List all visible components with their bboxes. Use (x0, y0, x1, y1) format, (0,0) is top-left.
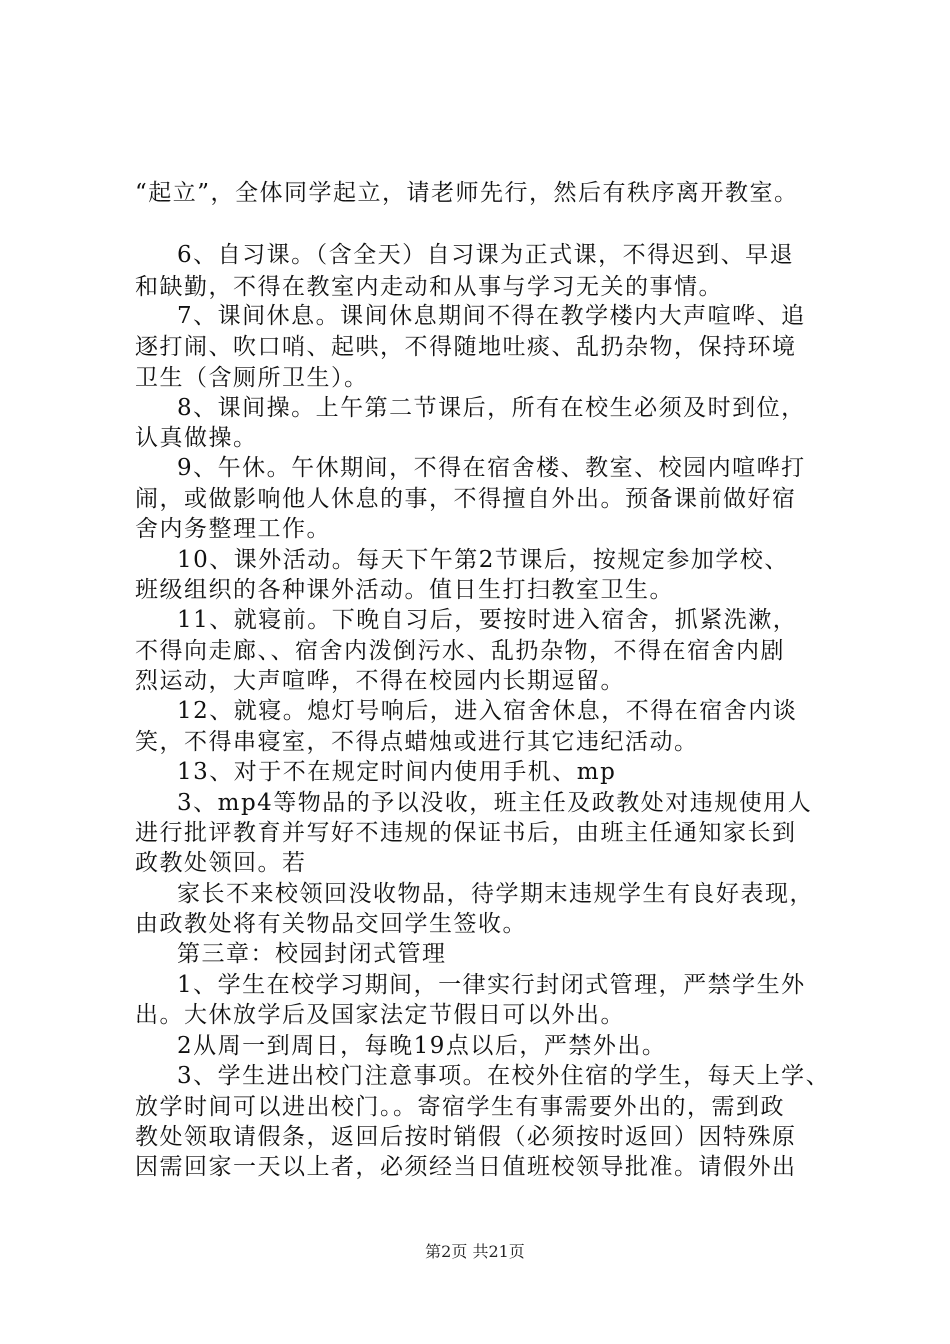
text-line: 笑，不得串寝室，不得点蜡烛或进行其它违纪活动。 (135, 729, 699, 755)
text-line: 教处领取请假条，返回后按时销假（必须按时返回）因特殊原 (135, 1124, 797, 1150)
text-line: 认真做操。 (135, 425, 258, 451)
text-line: 1、学生在校学习期间，一律实行封闭式管理，严禁学生外 (177, 972, 806, 998)
text-line: 12、就寝。熄灯号响后，进入宿舍休息，不得在宿舍内谈 (177, 698, 798, 724)
text-line: 11、就寝前。下晚自习后，要按时进入宿舍，抓紧洗漱， (177, 607, 798, 633)
section-heading: 第三章：校园封闭式管理 (177, 941, 447, 967)
text-line: 家长不来校领回没收物品，待学期末违规学生有良好表现， (177, 881, 814, 907)
text-line: 不得向走廊、、宿舍内泼倒污水、乱扔杂物，不得在宿舍内剧 (135, 638, 785, 664)
page-number-footer: 第2页 共21页 (425, 1242, 525, 1261)
text-line: 10、课外活动。每天下午第2节课后，按规定参加学校、 (177, 547, 789, 573)
text-line: “起立”，全体同学起立，请老师先行，然后有秩序离开教室。 (135, 180, 799, 206)
text-line: 政教处领回。若 (135, 850, 307, 876)
text-line: 出。大休放学后及国家法定节假日可以外出。 (135, 1002, 625, 1028)
text-line: 和缺勤，不得在教室内走动和从事与学习无关的事情。 (135, 274, 723, 300)
text-line: 3、mp4等物品的予以没收，班主任及政教处对违规使用人 (177, 790, 813, 816)
text-line: 烈运动，大声喧哗，不得在校园内长期逗留。 (135, 668, 625, 694)
text-line: 7、课间休息。课间休息期间不得在教学楼内大声喧哗、追 (177, 303, 806, 329)
text-line: 进行批评教育并写好不违规的保证书后，由班主任通知家长到 (135, 820, 797, 846)
text-line: 舍内务整理工作。 (135, 516, 331, 542)
text-line: 因需回家一天以上者，必须经当日值班校领导批准。请假外出 (135, 1154, 797, 1180)
text-line: 6、自习课。（含全天）自习课为正式课，不得迟到、早退 (177, 242, 795, 268)
text-line: 9、午休。午休期间，不得在宿舍楼、教室、校园内喧哗打 (177, 455, 806, 481)
text-line: 放学时间可以进出校门。。寄宿学生有事需要外出的，需到政 (135, 1094, 785, 1120)
text-line: 由政教处将有关物品交回学生签收。 (135, 911, 527, 937)
text-line: 卫生（含厕所卫生）。 (135, 365, 369, 391)
text-line: 13、对于不在规定时间内使用手机、mp (177, 759, 617, 785)
text-line: 2从周一到周日，每晚19点以后，严禁外出。 (177, 1033, 667, 1059)
text-line: 班级组织的各种课外活动。值日生打扫教室卫生。 (135, 577, 674, 603)
text-line: 8、课间操。上午第二节课后，所有在校生必须及时到位， (177, 395, 806, 421)
text-line: 逐打闹、吹口哨、起哄，不得随地吐痰、乱扔杂物，保持环境 (135, 334, 797, 360)
text-line: 闹，或做影响他人休息的事，不得擅自外出。预备课前做好宿 (135, 486, 797, 512)
text-line: 3、学生进出校门注意事项。在校外住宿的学生，每天上学、 (177, 1063, 831, 1089)
